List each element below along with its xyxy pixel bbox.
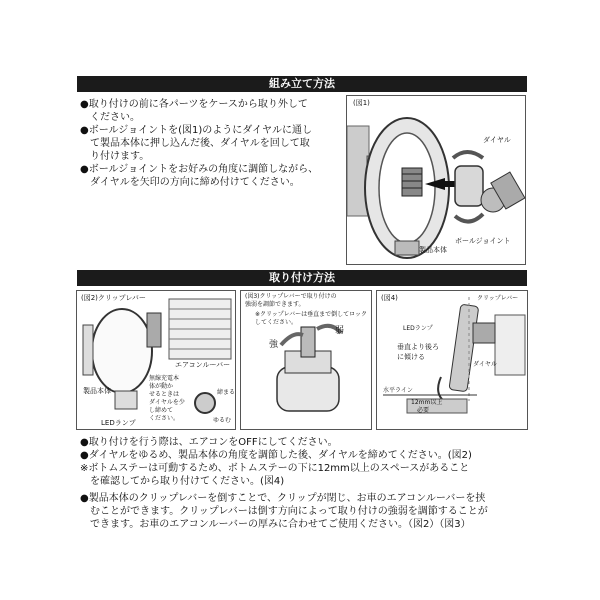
mounting-note-6: むことができます。クリップレバーは倒す方向によって取り付けの強弱を調節することが <box>80 506 488 517</box>
figure-3 <box>240 290 372 430</box>
figure-3-weak-label: 弱 <box>335 326 345 336</box>
assembly-line-7: ダイヤルを矢印の方向に締め付けてください。 <box>80 177 300 188</box>
mounting-note-2: ●ダイヤルをゆるめ、製品本体の角度を調節した後、ダイヤルを締めてください。(図2) <box>80 450 472 461</box>
mounting-note-4: を確認してから取り付けてください。(図4) <box>80 476 285 487</box>
assembly-line-1: ●取り付けの前に各パーツをケースから取り外して <box>80 99 308 110</box>
figure-1-ball-label: ボールジョイント <box>455 237 511 245</box>
figure-2-loosen-label: ゆるむ <box>213 417 232 424</box>
figure-4-space-2: 必要 <box>417 407 430 414</box>
assembly-header: 組み立て方法 <box>77 76 527 92</box>
figure-2-tighten-label: 締まる <box>217 389 236 396</box>
figure-1 <box>346 95 526 265</box>
figure-4-clip-label: クリップレバー <box>477 295 519 302</box>
figure-1-body-label: 製品本体 <box>419 246 447 254</box>
figure-3-note-2: してください。 <box>255 319 298 326</box>
figure-2-body-label: 製品本体 <box>83 387 111 395</box>
assembly-line-3: ●ボールジョイントを(図1)のようにダイヤルに通し <box>80 125 312 136</box>
figure-2-note-4: ダイヤルを少 <box>149 399 185 406</box>
figure-4-label: (図4) <box>381 294 398 302</box>
mounting-note-1: ●取り付けを行う際は、エアコンをOFFにしてください。 <box>80 437 338 448</box>
figure-1-label: (図1) <box>353 99 370 107</box>
figure-2-label: (図2)クリップレバー <box>81 294 146 302</box>
figure-4-space-1: 12mm以上 <box>411 399 443 406</box>
figure-2-note-6: ください。 <box>149 415 180 422</box>
figure-2-louver-label: エアコンルーバー <box>175 361 231 369</box>
figure-4-tilt-1: 垂直より後ろ <box>397 343 439 351</box>
figure-3-strong-label: 強 <box>269 340 279 350</box>
figure-4-led-label: LEDランプ <box>403 325 433 332</box>
mounting-note-5: ●製品本体のクリップレバーを倒すことで、クリップが閉じ、お車のエアコンルーバーを挟 <box>80 493 486 504</box>
figure-2-note-1: 無線充電本 <box>149 375 180 382</box>
assembly-line-5: り付けます。 <box>80 151 150 162</box>
figure-3-note-1: ※クリップレバーは垂直まで倒してロック <box>255 311 368 318</box>
mounting-note-7: できます。お車のエアコンルーバーの厚みに合わせてご使用ください。（図2）（図3） <box>80 519 471 530</box>
figure-3-title-2: 強弱を調節できます。 <box>245 301 305 308</box>
mounting-note-3: ※ボトムステーは可動するため、ボトムステーの下に12mm以上のスペースがあること <box>80 463 470 474</box>
figure-4 <box>376 290 528 430</box>
figure-2-note-3: せるときは <box>149 391 180 398</box>
assembly-line-4: て製品本体に押し込んだ後、ダイヤルを回して取 <box>80 138 310 149</box>
figure-2 <box>76 290 236 430</box>
figure-4-horizontal-label: 水平ライン <box>383 387 413 394</box>
figure-2-note-5: し締めて <box>149 407 174 414</box>
assembly-line-6: ●ボールジョイントをお好みの角度に調節しながら、 <box>80 164 319 175</box>
figure-2-note-2: 体が動か <box>149 383 174 390</box>
figure-4-tilt-2: に傾ける <box>397 353 425 361</box>
mounting-header: 取り付け方法 <box>77 270 527 286</box>
figure-2-led-label: LEDランプ <box>101 419 136 427</box>
figure-4-dial-label: ダイヤル <box>473 361 497 368</box>
figure-3-title-1: (図3)クリップレバーで取り付けの <box>245 293 337 300</box>
assembly-line-2: ください。 <box>80 112 140 123</box>
figure-1-dial-label: ダイヤル <box>483 136 511 144</box>
